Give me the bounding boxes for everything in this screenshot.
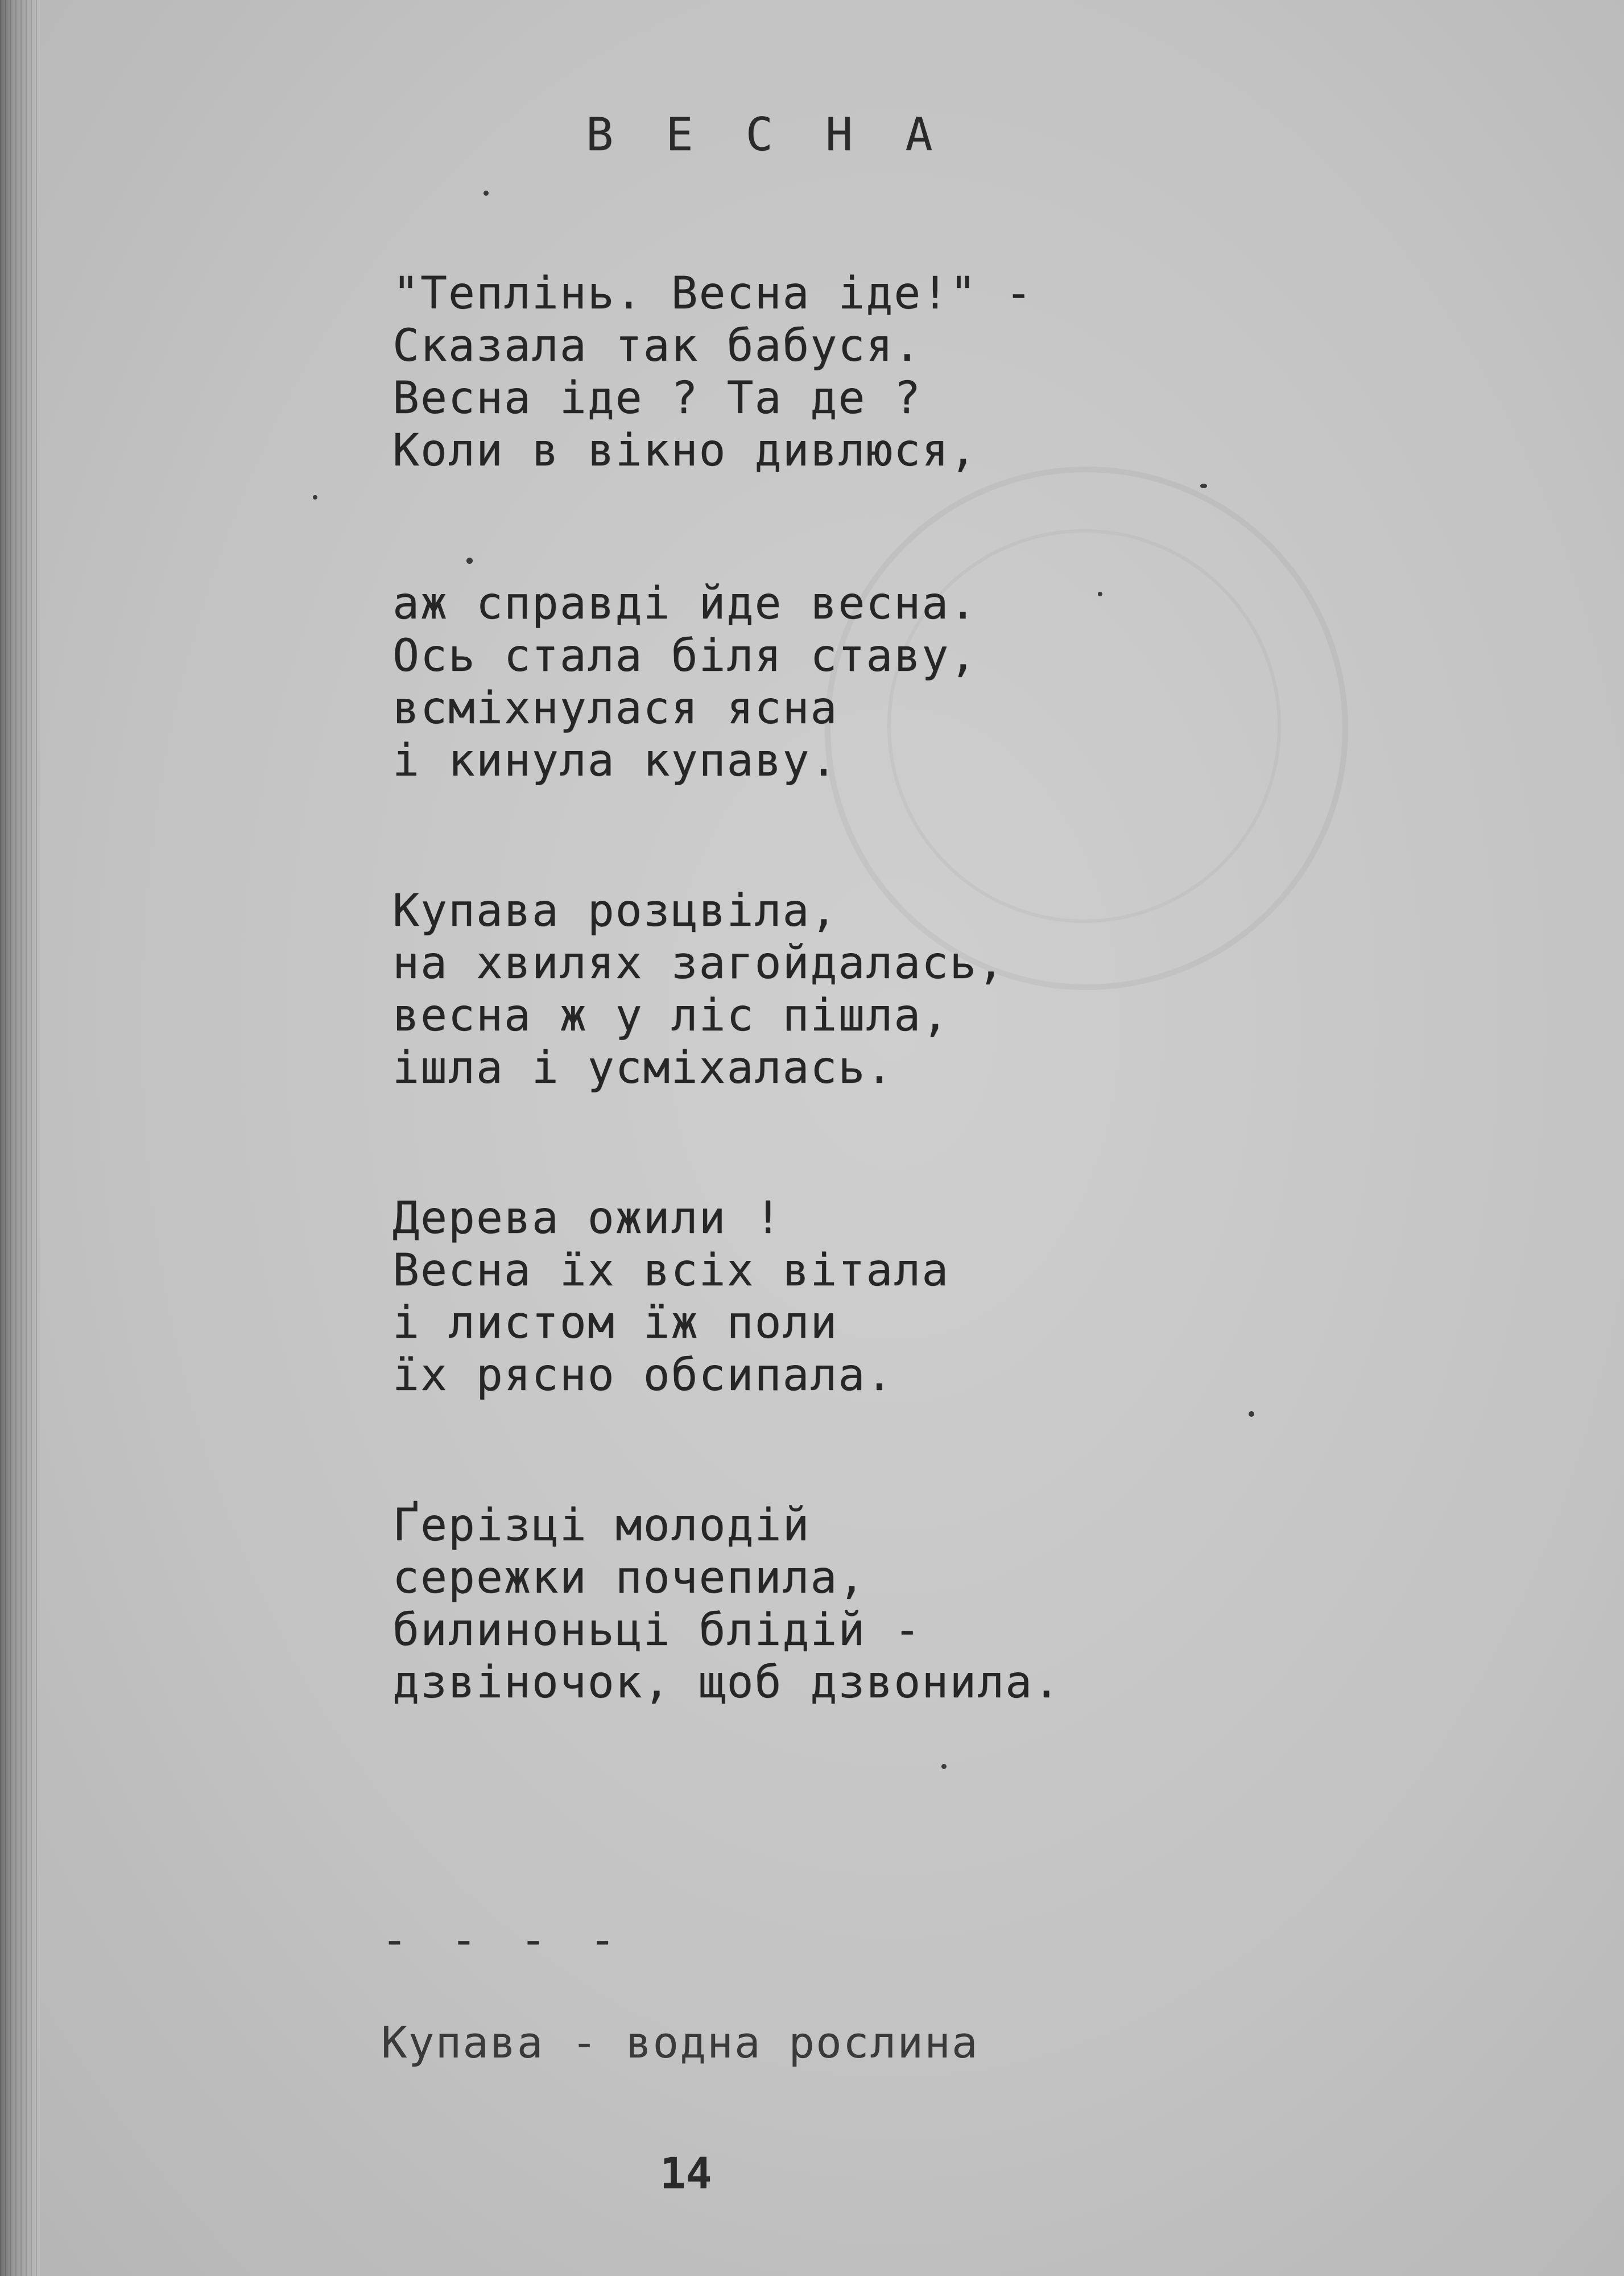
ink-speck (466, 558, 473, 564)
ink-speck (313, 495, 317, 500)
poem-line: Купава розцвіла, (392, 885, 838, 937)
poem-line: всміхнулася ясна (392, 683, 838, 734)
ink-speck (941, 1764, 947, 1769)
footnote-divider: - - - - (381, 1915, 624, 1966)
stanza-2 (392, 578, 977, 787)
poem-line: весна ж у ліс пішла, (392, 990, 950, 1041)
poem-line: Весна іде ? Та де ? (392, 373, 922, 424)
poem-line: і кинула купаву. (392, 735, 838, 786)
poem-line: Ось стала біля ставу, (392, 630, 978, 682)
ink-speck (1249, 1411, 1254, 1417)
stanza-3 (392, 885, 1005, 1094)
page-number: 14 (660, 2148, 712, 2199)
poem-title: В Е С Н А (586, 108, 945, 161)
poem-line: Дерева ожили ! (392, 1193, 783, 1244)
stanza-5 (392, 1499, 1061, 1709)
stanza-4 (392, 1192, 949, 1401)
poem-line: Ґерізці молодій (392, 1500, 811, 1551)
ink-speck (1200, 484, 1207, 488)
page-edge-lines (0, 0, 40, 2276)
footnote: Купава - водна рослина (381, 2017, 979, 2068)
poem-line: дзвіночок, щоб дзвонила. (392, 1657, 1061, 1708)
poem-line: сережки почепила, (392, 1552, 866, 1603)
poem-line: "Теплінь. Весна іде!" - (392, 268, 1034, 319)
ink-speck (1098, 592, 1102, 596)
ink-speck (484, 191, 489, 196)
poem-line: ішла і усміхалась. (392, 1042, 894, 1094)
poem-line: билиноньці блідій - (392, 1605, 922, 1656)
poem-line: і листом їж поли (392, 1297, 838, 1349)
poem-line: Весна їх всіх вітала (392, 1245, 950, 1296)
poem-line: їх рясно обсипала. (392, 1350, 894, 1401)
stanza-1 (392, 267, 1033, 477)
poem-line: Сказала так бабуся. (392, 320, 922, 372)
poem-line: аж справді йде весна. (392, 578, 978, 629)
poem-line: Коли в вікно дивлюся, (392, 425, 978, 476)
poem-line: на хвилях загойдалась, (392, 938, 1006, 989)
